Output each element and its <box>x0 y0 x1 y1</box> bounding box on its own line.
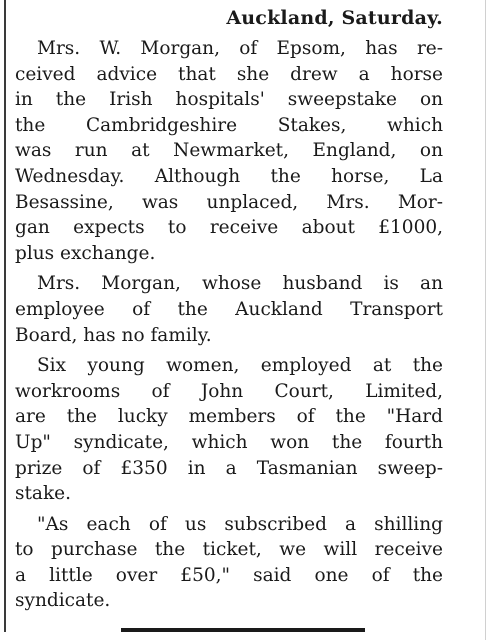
text-line: ceived advice that she drew a horse <box>15 63 443 85</box>
dateline: Auckland, Saturday. <box>226 7 443 29</box>
text-line: in the Irish hospitals' sweepstake on <box>15 89 443 111</box>
paragraph-2 <box>15 271 443 348</box>
text-line: prize of £350 in a Tasmanian sweep- <box>15 457 443 479</box>
text-line: syndicate. <box>15 590 111 612</box>
text-line: stake. <box>15 483 71 505</box>
text-line: gan expects to receive about £1000, <box>15 217 443 239</box>
text-line: workrooms of John Court, Limited, <box>15 380 443 402</box>
text-line: a little over £50," said one of the <box>15 564 443 586</box>
page-edge-right <box>485 0 486 640</box>
text-line: Wednesday. Although the horse, La <box>15 165 443 187</box>
column-end-rule <box>121 628 365 632</box>
text-line: Six young women, employed at the <box>37 355 443 377</box>
text-line: plus exchange. <box>15 242 156 264</box>
text-line: Mrs. Morgan, whose husband is an <box>37 273 443 295</box>
news-article <box>15 4 443 619</box>
text-line: "As each of us subscribed a shilling <box>37 513 443 535</box>
paragraph-3 <box>15 353 443 507</box>
column-rule-left <box>4 0 6 632</box>
text-line: to purchase the ticket, we will receive <box>15 539 443 561</box>
text-line: employee of the Auckland Transport <box>15 298 443 320</box>
text-line: the Cambridgeshire Stakes, which <box>15 114 443 136</box>
text-line: was run at Newmarket, England, on <box>15 140 443 162</box>
text-line: are the lucky members of the "Hard <box>15 406 443 428</box>
text-line: Mrs. W. Morgan, of Epsom, has re- <box>37 38 443 59</box>
paragraph-1 <box>15 36 443 266</box>
text-line: Up" syndicate, which won the fourth <box>15 431 443 453</box>
text-line: Board, has no family. <box>15 324 212 346</box>
paragraph-4 <box>15 512 443 614</box>
text-line: Besassine, was unplaced, Mrs. Mor- <box>15 191 443 213</box>
